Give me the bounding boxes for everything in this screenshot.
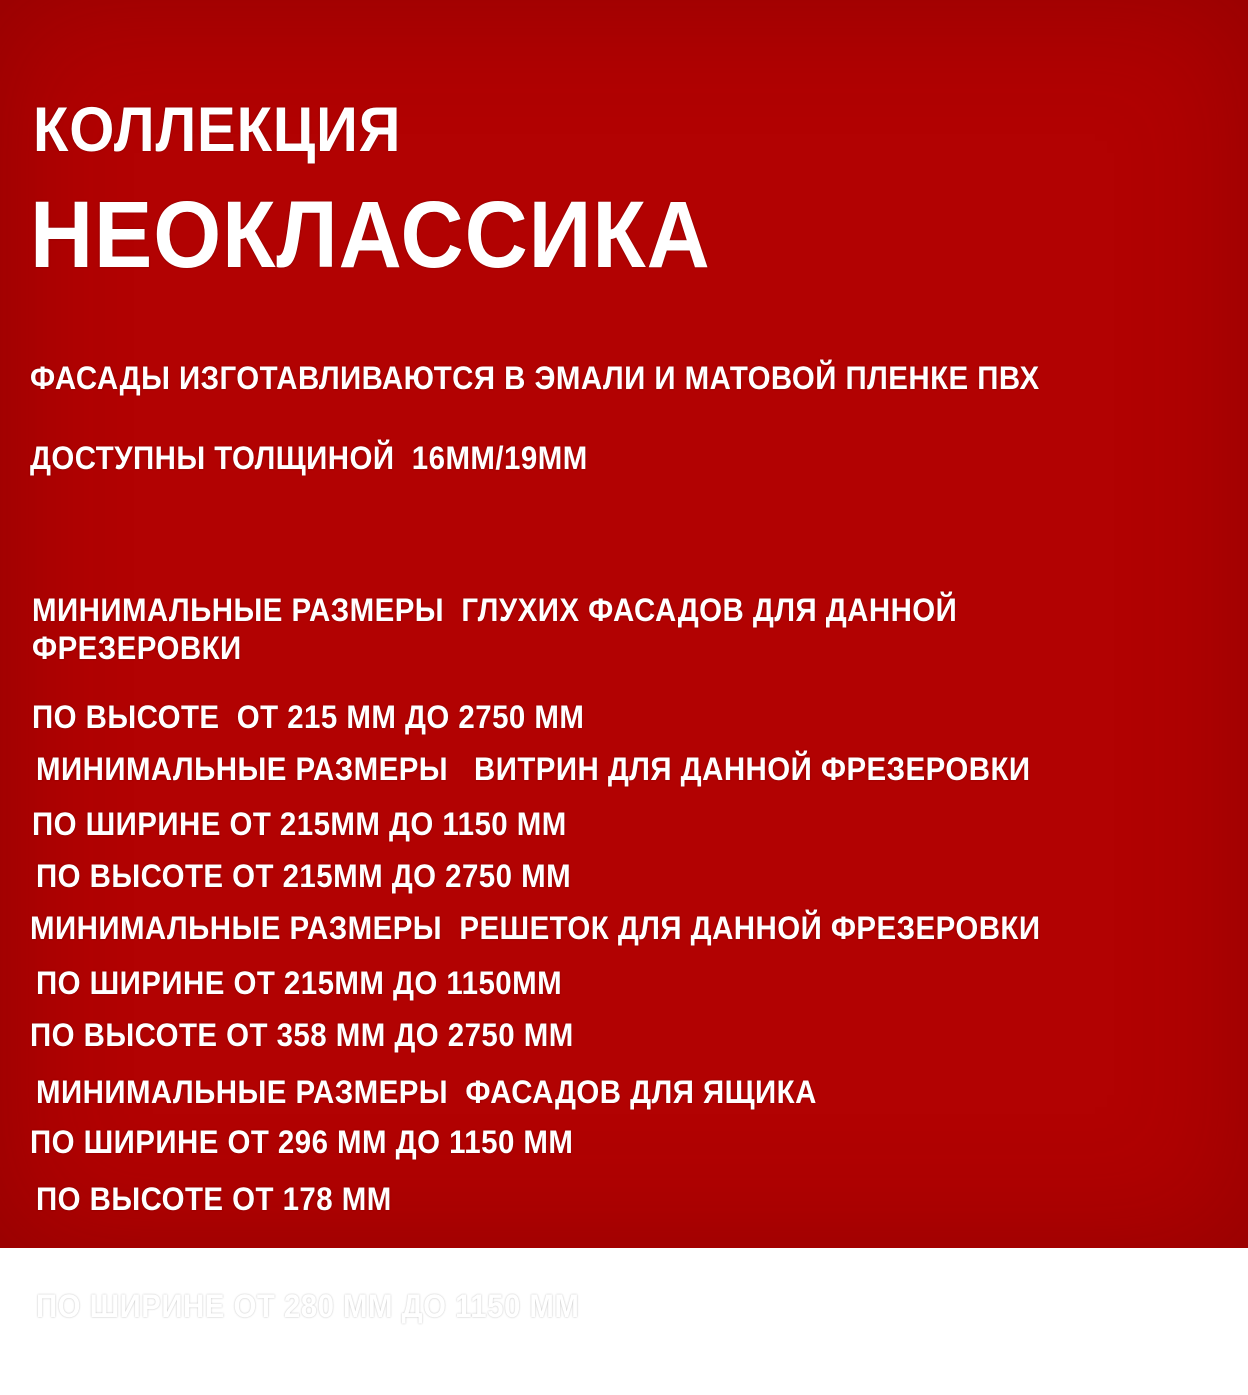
materials-line: ФАСАДЫ ИЗГОТАВЛИВАЮТСЯ В ЭМАЛИ И МАТОВОЙ ПЛЕНКЕ ПВХ (30, 360, 1040, 396)
spec-width-range: ПО ШИРИНЕ ОТ 280 ММ ДО 1150 ММ (36, 1288, 580, 1325)
spec-width-range: ПО ШИРИНЕ ОТ 296 ММ ДО 1150 ММ (30, 1124, 574, 1161)
spec-block-drawer-facades (36, 1004, 817, 1394)
spec-height-range: ПО ВЫСОТЕ ОТ 178 ММ (36, 1181, 392, 1218)
spec-height-range: ПО ВЫСОТЕ ОТ 358 ММ ДО 2750 ММ (30, 1017, 574, 1054)
spec-heading: МИНИМАЛЬНЫЕ РАЗМЕРЫ ГЛУХИХ ФАСАДОВ ДЛЯ ДАННОЙ ФРЕЗЕРОВКИ (32, 592, 966, 667)
spec-height-range: ПО ВЫСОТЕ ОТ 215 ММ ДО 2750 ММ (32, 699, 585, 736)
spec-heading: МИНИМАЛЬНЫЕ РАЗМЕРЫ ВИТРИН ДЛЯ ДАННОЙ ФРЕЗЕРОВКИ (36, 751, 1031, 788)
spec-height-range: ПО ВЫСОТЕ ОТ 215ММ ДО 2750 ММ (36, 858, 572, 895)
spec-width-range: ПО ШИРИНЕ ОТ 215ММ ДО 1150ММ (36, 965, 563, 1002)
collection-title: НЕОКЛАССИКА (30, 182, 711, 288)
collection-kicker: КОЛЛЕКЦИЯ (33, 95, 402, 165)
spec-heading: МИНИМАЛЬНЫЕ РАЗМЕРЫ РЕШЕТОК ДЛЯ ДАННОЙ ФРЕЗЕРОВКИ (30, 910, 1041, 947)
thickness-line: ДОСТУПНЫ ТОЛЩИНОЙ 16ММ/19ММ (30, 440, 588, 476)
spec-heading: МИНИМАЛЬНЫЕ РАЗМЕРЫ ФАСАДОВ ДЛЯ ЯЩИКА (36, 1074, 817, 1111)
spec-width-range: ПО ШИРИНЕ ОТ 215ММ ДО 1150 ММ (32, 806, 567, 843)
